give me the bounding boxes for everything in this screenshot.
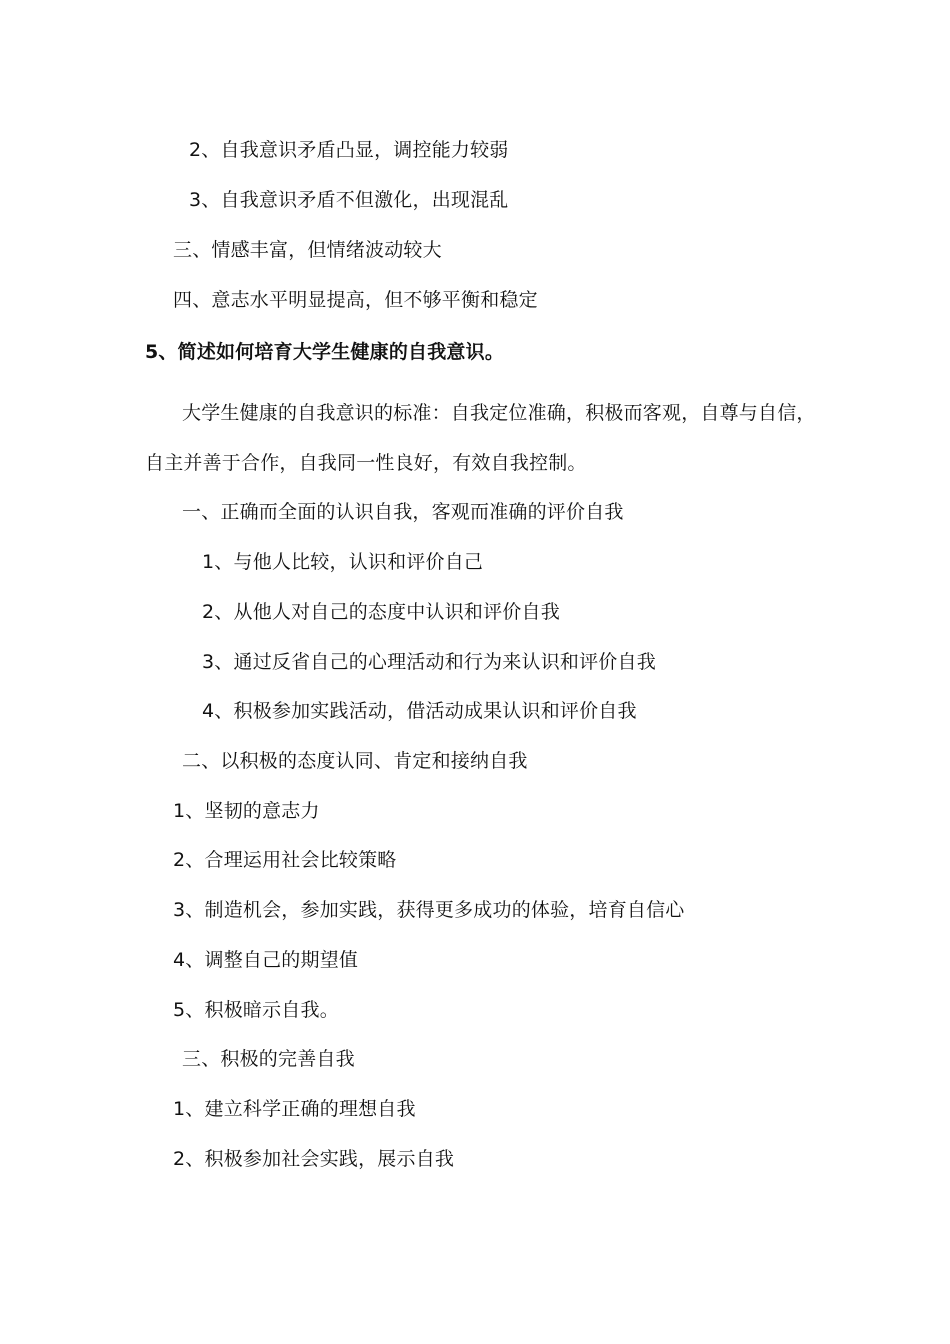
list-item: 5、积极暗示自我。 bbox=[173, 999, 339, 1021]
list-item: 4、调整自己的期望值 bbox=[173, 949, 359, 971]
question-heading: 5、简述如何培育大学生健康的自我意识。 bbox=[145, 341, 505, 363]
list-item: 3、制造机会，参加实践，获得更多成功的体验，培育自信心 bbox=[173, 899, 685, 921]
paragraph-line: 自主并善于合作，自我同一性良好，有效自我控制。 bbox=[145, 452, 587, 474]
section-heading: 二、以积极的态度认同、肯定和接纳自我 bbox=[182, 750, 528, 772]
section-heading: 四、意志水平明显提高，但不够平衡和稳定 bbox=[173, 289, 538, 311]
list-item: 1、建立科学正确的理想自我 bbox=[173, 1098, 416, 1120]
list-item: 1、与他人比较，认识和评价自己 bbox=[202, 551, 484, 573]
list-item: 4、积极参加实践活动，借活动成果认识和评价自我 bbox=[202, 700, 637, 722]
text-line: 3、自我意识矛盾不但激化，出现混乱 bbox=[189, 189, 509, 211]
section-heading: 三、积极的完善自我 bbox=[182, 1048, 355, 1070]
text-line: 2、自我意识矛盾凸显，调控能力较弱 bbox=[189, 139, 509, 161]
list-item: 2、合理运用社会比较策略 bbox=[173, 849, 397, 871]
list-item: 3、通过反省自己的心理活动和行为来认识和评价自我 bbox=[202, 651, 656, 673]
list-item: 2、从他人对自己的态度中认识和评价自我 bbox=[202, 601, 560, 623]
list-item: 2、积极参加社会实践，展示自我 bbox=[173, 1148, 455, 1170]
paragraph-line: 大学生健康的自我意识的标准：自我定位准确，积极而客观，自尊与自信， bbox=[182, 402, 816, 424]
section-heading: 三、情感丰富，但情绪波动较大 bbox=[173, 239, 442, 261]
list-item: 1、坚韧的意志力 bbox=[173, 800, 320, 822]
section-heading: 一、正确而全面的认识自我，客观而准确的评价自我 bbox=[182, 501, 624, 523]
